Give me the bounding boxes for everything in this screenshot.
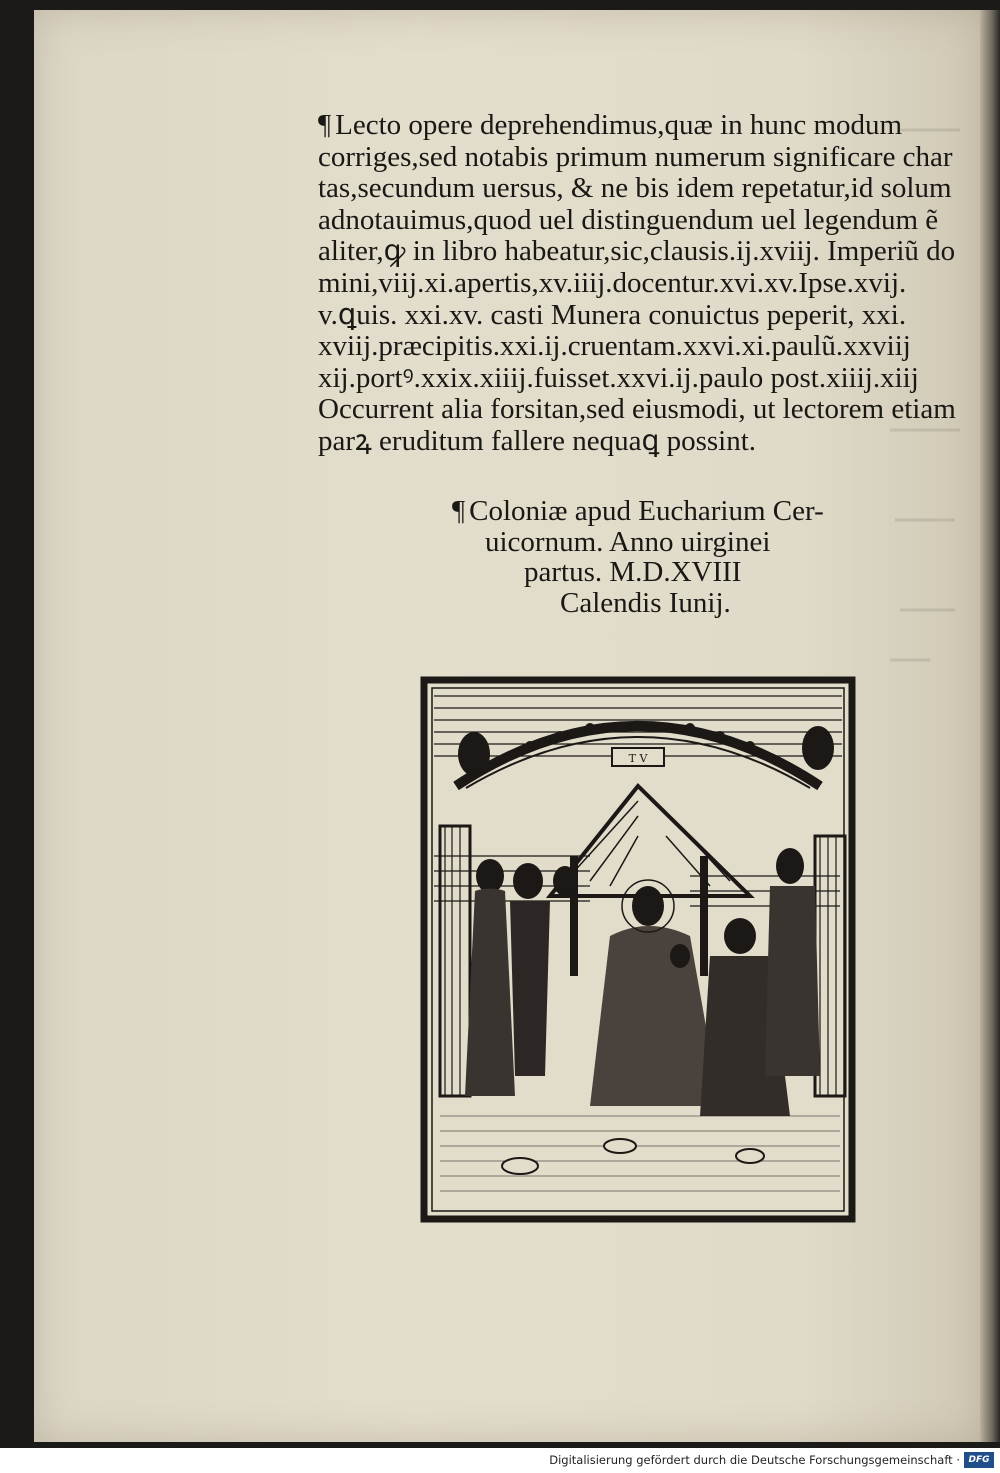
colophon-line: partus. M.D.XVIII (524, 556, 742, 588)
errata-line: ¶ Lecto opere deprehendimus,quæ in hunc modum (318, 109, 903, 141)
woodcut-plaque-text: T V (628, 752, 648, 765)
errata-line: tas,secundum uersus, & ne bis idem repetatur,id solum (318, 172, 952, 205)
errata-line: corriges,sed notabis primum numerum significare char (318, 140, 953, 173)
errata-line: Occurrent alia forsitan,sed eiusmodi, ut lectorem etiam (318, 393, 956, 426)
errata-line: parꝝ eruditum fallere nequaꝗ possint. (318, 424, 757, 457)
errata-line: v.ꝗuis. xxi.xv. casti Munera conuictus peperit, xxi. (318, 298, 907, 331)
errata-line: mini,viij.xi.apertis,xv.iiij.docentur.xvi.xv.Ipse.xvij. (318, 266, 907, 299)
colophon-line: uicornum. Anno uirginei (485, 525, 771, 558)
paragraph-mark-icon: ¶ (318, 109, 332, 141)
errata-line: adnotauimus,quod uel distinguendum uel legendum ẽ (318, 203, 939, 236)
colophon-line: ¶ Coloniæ apud Eucharium Cer- (452, 495, 824, 527)
dfg-logo-icon: DFG (964, 1452, 994, 1468)
errata-paragraph (318, 110, 980, 458)
errata-line: xij.portꝰ.xxix.xiiij.fuisset.xxvi.ij.paulo post.xiiij.xiij (318, 361, 919, 394)
paragraph-mark-icon: ¶ (452, 495, 466, 527)
nativity-woodcut-illustration (420, 676, 856, 1223)
errata-line: aliter,ꝙ in libro habeatur,sic,clausis.ij.xviij. Imperiũ do (318, 235, 956, 268)
errata-line: xviij.præcipitis.xxi.ij.cruentam.xxvi.xi.paulũ.xxviij (318, 330, 911, 363)
page-gutter-edge (980, 10, 1000, 1442)
colophon (452, 496, 872, 618)
colophon-line: Calendis Iunij. (560, 586, 731, 619)
footer-bar (0, 1448, 1000, 1473)
funding-notice: Digitalisierung gefördert durch die Deutsche Forschungsgemeinschaft · (549, 1453, 960, 1467)
